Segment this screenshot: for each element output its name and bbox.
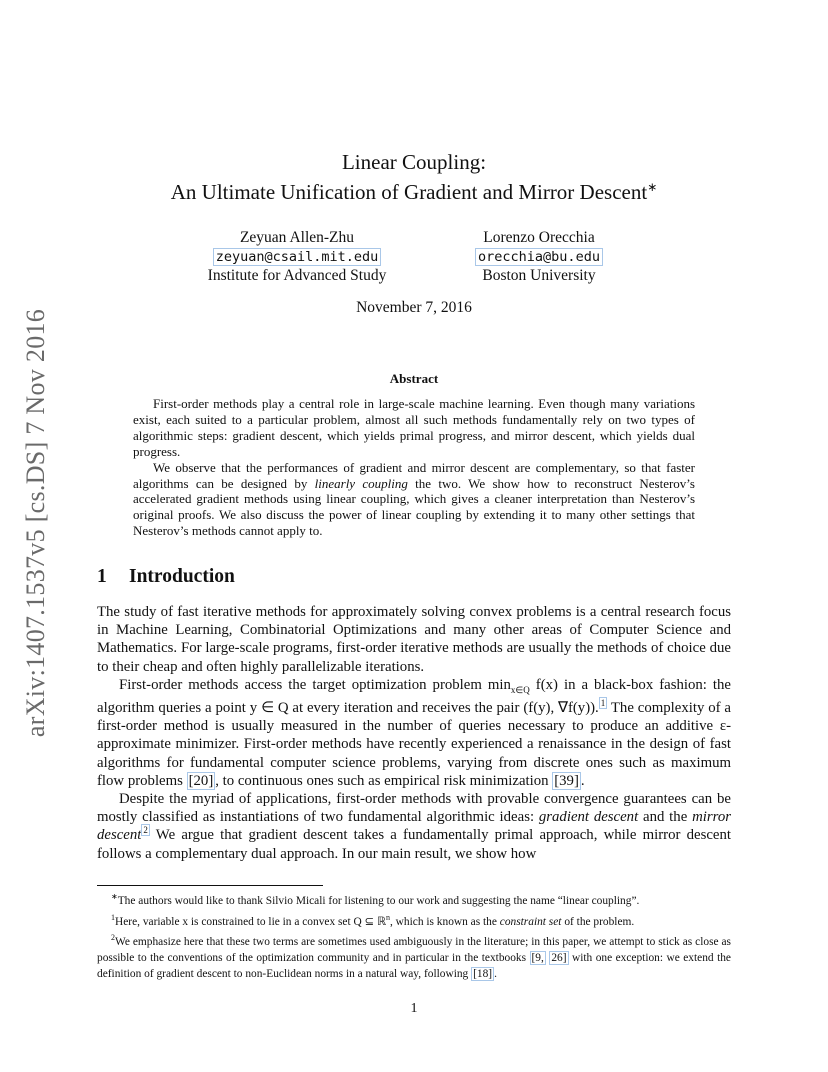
footnote-link-1[interactable]: 1: [600, 698, 606, 709]
body-paragraph-1: The study of fast iterative methods for approximately solving convex problems is a central research focus in Machine Learning, Combinatorial Optimizations and many other areas of Computer Science and Mathematics. For large-scale programs, first-order iterative methods are usually the methods of choice due to their cheap and often highly parallelizable iterations.: [97, 604, 731, 675]
author-block-2: [409, 228, 669, 285]
author-email-link[interactable]: orecchia@bu.edu: [475, 248, 603, 266]
section-number: 1: [97, 566, 107, 587]
citation-link[interactable]: [18]: [473, 967, 493, 980]
footnote-link-2[interactable]: 2: [143, 825, 148, 836]
arxiv-identifier: arXiv:1407.1537v5 [cs.DS] 7 Nov 2016: [21, 308, 50, 738]
paper-date: November 7, 2016: [356, 299, 472, 316]
footnotes-block: [97, 889, 731, 982]
abstract-paragraph-2: We observe that the performances of gradient and mirror descent are complementary, so that faster algorithms can be designed by linearly coupling the two. We show how to reconstruct Nesterov’s accelerated gradient methods using linear coupling, which gives a cleaner interpretation than Nesterov’s original proofs. We also discuss the power of linear coupling by extending it to many other settings that Nesterov’s methods cannot apply to.: [133, 459, 695, 539]
footnote-separator: [97, 885, 323, 886]
paper-title-line-2: An Ultimate Unification of Gradient and Mirror Descent∗: [170, 180, 658, 204]
paper-title-line-1: Linear Coupling:: [341, 150, 487, 174]
body-paragraph-3: Despite the myriad of applications, first-order methods with provable convergence guarantees can be mostly classified as instantiations of two fundamental algorithmic ideas: gradient descent and the mirror descent $^2$ We argue that gradient descent takes a fundamentally primal approach, while mirror descent follows a complementary dual approach. In our main result, we show how: [97, 790, 731, 862]
author-affiliation: Boston University: [482, 267, 596, 284]
footnote-1: $^1$Here, variable x is constrained to lie in a convex set Q ⊆ ℝ$^n$, which is known as the constraint set of the problem.: [111, 912, 635, 928]
footnote-star: ∗The authors would like to thank Silvio Micali for listening to our work and suggesting the name “linear coupling”.: [111, 892, 640, 907]
introduction-body: [97, 603, 731, 863]
author-block-1: [167, 228, 427, 285]
author-affiliation: Institute for Advanced Study: [207, 267, 387, 284]
citation-link[interactable]: [9,: [531, 951, 544, 964]
citation-link[interactable]: [20]: [188, 772, 214, 789]
abstract-heading: Abstract: [389, 371, 439, 386]
author-name: Lorenzo Orecchia: [483, 229, 595, 246]
citation-link[interactable]: 26]: [551, 951, 567, 964]
footnote-2: $^2$We emphasize here that these two terms are sometimes used ambiguously in the literature; in this paper, we attempt to stick as close as possible to the conventions of the optimization community and in particular in the textbooks [9, 26] with one exception: we extend the definition of gradient descent to non-Euclidean norms in a natural way, following [18] .: [97, 933, 731, 980]
title-footnote-mark: ∗: [647, 180, 658, 194]
body-paragraph-2: First-order methods access the target optimization problem $\min_{x\in Q} f(x)$ in a black-box fashion: the algorithm queries a point y ∈ Q at every iteration and receives the pair (f(y), ∇f(y)). $^1$ The complexity of a first-order method is usually measured in the number of queries necessary to produce an additive ε-approximate minimizer. First-order methods have recently experienced a renaissance in the design of fast algorithms for fundamental computer science problems, varying from discrete ones such as maximum flow problems [20] , to continuous ones such as empirical risk minimization [39] .: [97, 676, 732, 789]
section-heading-introduction: [97, 566, 235, 588]
abstract-body: [133, 396, 695, 539]
section-title: Introduction: [129, 566, 235, 587]
page-number: 1: [410, 1001, 418, 1016]
author-name: Zeyuan Allen-Zhu: [239, 229, 355, 246]
abstract-paragraph-1: First-order methods play a central role in large-scale machine learning. Even though many variations exist, each suited to a particular problem, almost all such methods fundamentally rely on two types of algorithmic steps: gradient descent, which yields primal progress, and mirror descent, which yields dual progress.: [133, 396, 695, 459]
author-email-link[interactable]: zeyuan@csail.mit.edu: [213, 248, 382, 266]
citation-link[interactable]: [39]: [554, 772, 579, 789]
arxiv-side-stamp: [22, 288, 50, 758]
